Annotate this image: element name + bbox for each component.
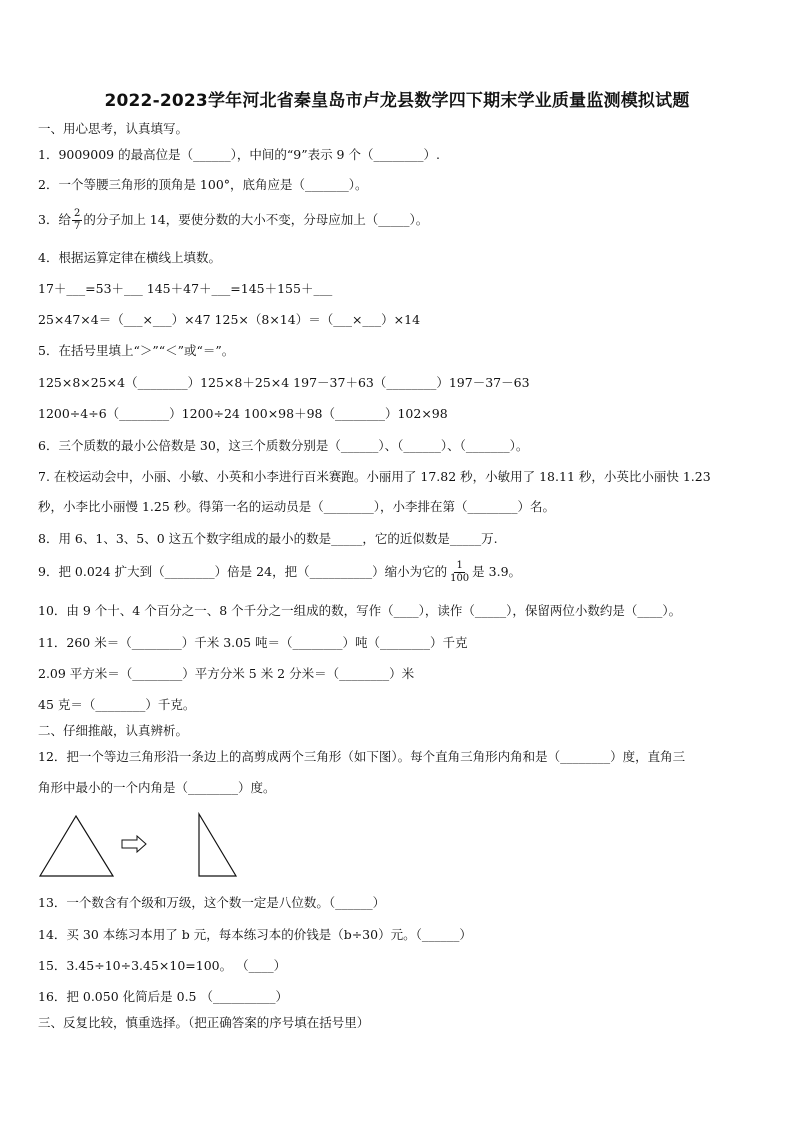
question-1: 1．9009009 的最高位是（______），中间的“9”表示 9 个（________）. bbox=[38, 147, 440, 162]
question-5-line-1: 125×8×25×4（________）125×8＋25×4 197－37＋63（________）197－37－63 bbox=[38, 375, 530, 390]
question-11-line-1: 11．260 米＝（________）千米 3.05 吨＝（________）吨（________）千克 bbox=[38, 635, 468, 650]
question-7-line-2: 秒，小李比小丽慢 1.25 秒。得第一名的运动员是（________），小李排在第（________）名。 bbox=[38, 499, 556, 514]
question-12-line-1: 12．把一个等边三角形沿一条边上的高剪成两个三角形（如下图）。每个直角三角形内角和是（________）度，直角三 bbox=[38, 749, 686, 764]
question-4: 4．根据运算定律在横线上填数。 bbox=[38, 250, 221, 265]
question-6: 6．三个质数的最小公倍数是 30，这三个质数分别是（______）、（______）、（_______）。 bbox=[38, 438, 529, 453]
fraction-numerator: 1 bbox=[456, 560, 463, 571]
fraction-2-7 bbox=[72, 208, 82, 233]
arrow-right-icon bbox=[122, 836, 146, 852]
section-heading-1: 一、用心思考，认真填写。 bbox=[38, 121, 189, 136]
question-12-line-2: 角形中最小的一个内角是（________）度。 bbox=[38, 780, 276, 795]
question-5: 5．在括号里填上“＞”“＜”或“＝”。 bbox=[38, 343, 235, 358]
question-14: 14．买 30 本练习本用了 b 元，每本练习本的价钱是（b÷30）元。（______） bbox=[38, 927, 472, 942]
question-3-text-before: 3．给 bbox=[38, 212, 71, 227]
question-10: 10．由 9 个十、4 个百分之一、8 个千分之一组成的数，写作（____），读作（_____），保留两位小数约是（____）。 bbox=[38, 603, 682, 618]
equilateral-triangle bbox=[40, 816, 113, 876]
right-triangle bbox=[199, 814, 236, 876]
fraction-denominator: 100 bbox=[450, 573, 470, 584]
question-11-line-2: 2.09 平方米＝（________）平方分米 5 米 2 分米＝（________）米 bbox=[38, 666, 415, 681]
question-4-line-2: 25×47×4＝（___×___）×47 125×（8×14）＝（___×___）×14 bbox=[38, 312, 421, 327]
question-3 bbox=[38, 208, 428, 233]
question-8: 8．用 6、1、3、5、0 这五个数字组成的最小的数是_____，它的近似数是_____万. bbox=[38, 531, 498, 546]
question-2: 2．一个等腰三角形的顶角是 100°，底角应是（_______）。 bbox=[38, 177, 368, 192]
question-5-line-2: 1200÷4÷6（________）1200÷24 100×98＋98（________）102×98 bbox=[38, 406, 448, 421]
question-7-line-1: 7. 在校运动会中，小丽、小敏、小英和小李进行百米赛跑。小丽用了 17.82 秒，小敏用了 18.11 秒，小英比小丽快 1.23 bbox=[38, 469, 711, 484]
question-9-text-after: 是 3.9。 bbox=[472, 564, 522, 579]
section-heading-2: 二、仔细推敲，认真辨析。 bbox=[38, 723, 189, 738]
fraction-denominator: 7 bbox=[73, 221, 81, 232]
question-9-text-before: 9．把 0.024 扩大到（________）倍是 24，把（__________）缩小为它的 bbox=[38, 564, 448, 579]
question-13: 13．一个数含有个级和万级，这个数一定是八位数。（______） bbox=[38, 895, 386, 910]
question-15: 15．3.45÷10÷3.45×10=100。 （____） bbox=[38, 958, 287, 973]
fraction-1-100 bbox=[448, 560, 471, 585]
triangle-figure bbox=[36, 810, 246, 882]
fraction-numerator: 2 bbox=[73, 208, 81, 219]
question-3-text-after: 的分子加上 14，要使分数的大小不变，分母应加上（_____）。 bbox=[83, 212, 429, 227]
question-4-line-1: 17＋___=53＋___ 145＋47＋___=145＋155＋___ bbox=[38, 281, 333, 296]
question-9 bbox=[38, 560, 521, 585]
section-heading-3: 三、反复比较，慎重选择。（把正确答案的序号填在括号里） bbox=[38, 1015, 370, 1030]
page-title: 2022-2023学年河北省秦皇岛市卢龙县数学四下期末学业质量监测模拟试题 bbox=[104, 91, 690, 111]
question-11-line-3: 45 克＝（________）千克。 bbox=[38, 697, 196, 712]
question-16: 16．把 0.050 化简后是 0.5 （__________） bbox=[38, 989, 288, 1004]
